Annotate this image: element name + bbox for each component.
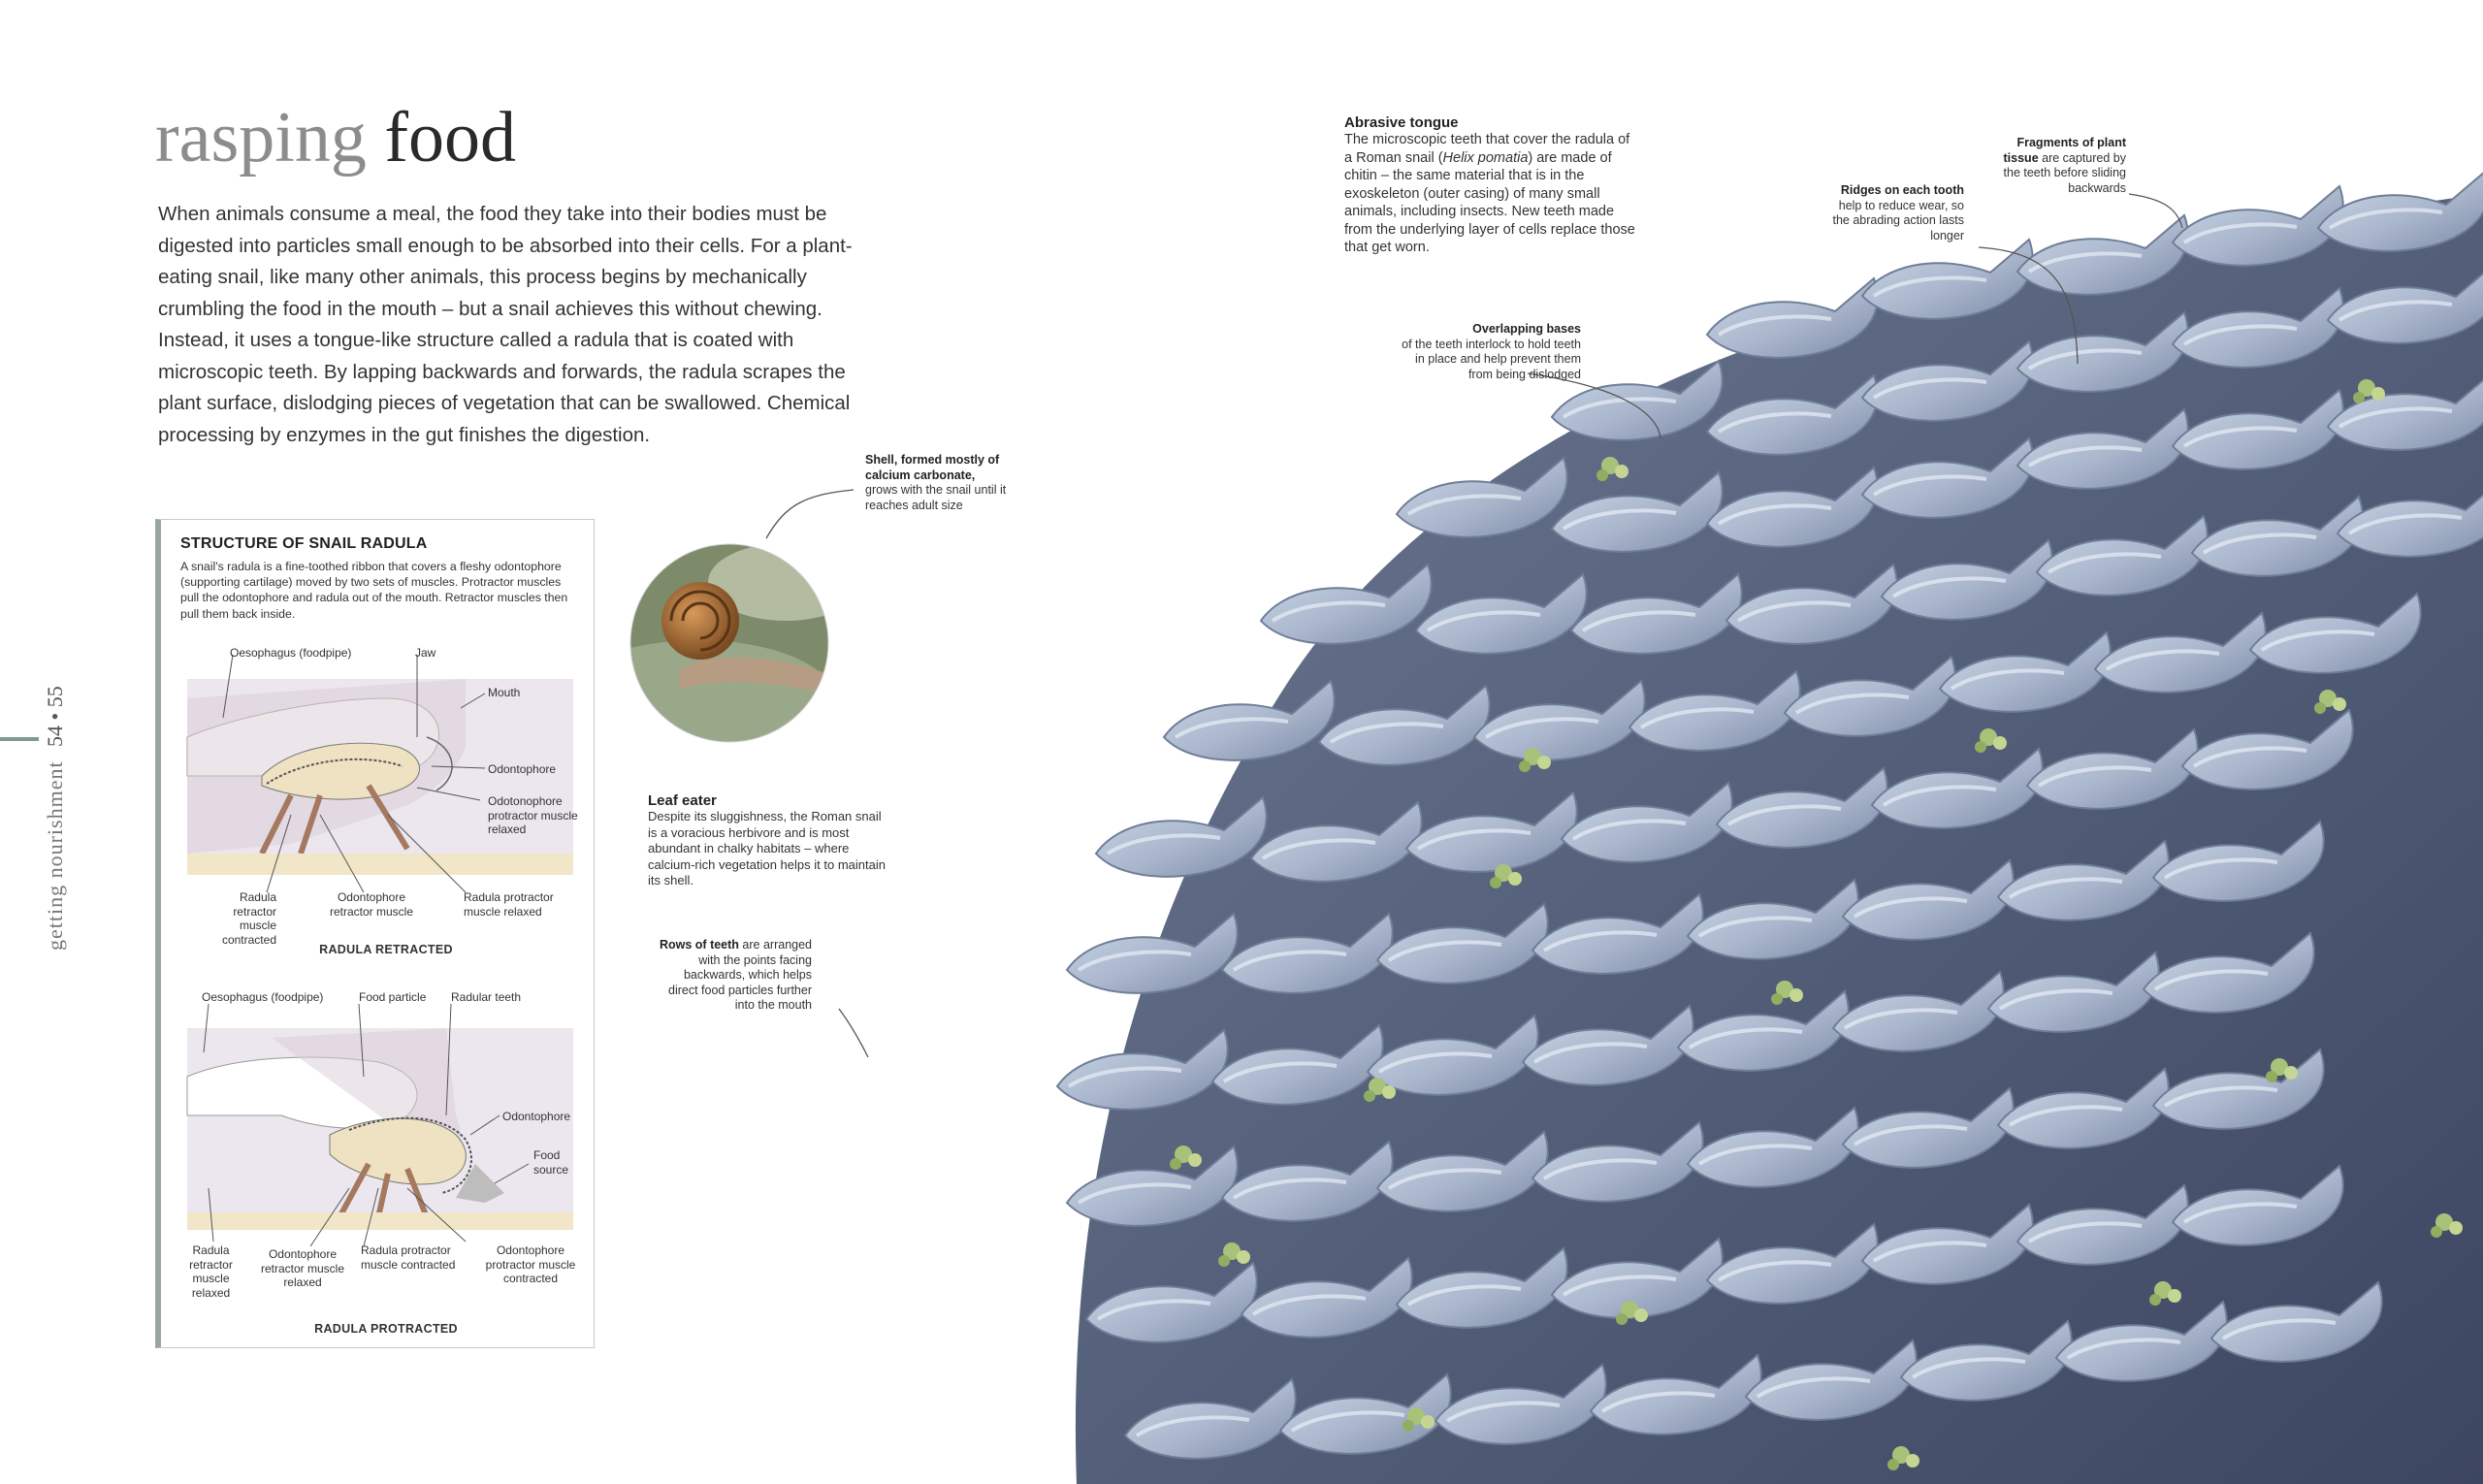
d1-radula-retractor-label: Radula retractor muscle contracted bbox=[221, 890, 276, 947]
d2-oesophagus-label: Oesophagus (foodpipe) bbox=[202, 990, 324, 1004]
d1-oesophagus-label: Oesophagus (foodpipe) bbox=[230, 646, 352, 660]
annotation-fragments-bold: Fragments of plant tissue bbox=[2003, 136, 2126, 165]
annotation-leaf-eater bbox=[648, 792, 890, 889]
annotation-abrasive-tongue bbox=[1344, 114, 1635, 257]
annotation-abrasive-body bbox=[1344, 131, 1635, 257]
d2-odontophore-retractor-label: Odontophore retractor muscle relaxed bbox=[260, 1247, 345, 1289]
d2-odontophore-label: Odontophore bbox=[502, 1110, 571, 1123]
page-numbers: 54 • 55 bbox=[43, 686, 67, 747]
title-word-light: rasping bbox=[155, 98, 367, 177]
annotation-shell bbox=[865, 453, 1011, 513]
annotation-overlap-text: of the teeth interlock to hold teeth in place and help prevent them from being dislodged bbox=[1402, 337, 1581, 381]
d2-radular-teeth-label: Radular teeth bbox=[451, 990, 522, 1004]
d2-caption: RADULA PROTRACTED bbox=[314, 1322, 458, 1336]
annotation-leaf-eater-head: Leaf eater bbox=[648, 792, 717, 809]
panel-description: A snail's radula is a fine-toothed ribbon that covers a fleshy odontophore (supporting cartilage) moved by two sets of muscles. Protractor muscles pull the odontophore and radula out of the mouth. Retractor muscles then pull them back inside. bbox=[180, 560, 568, 621]
title-word-dark: food bbox=[384, 98, 517, 177]
annotation-abrasive-head: Abrasive tongue bbox=[1344, 114, 1459, 131]
d2-odontophore-protractor-label: Odontophore protractor muscle contracted bbox=[485, 1243, 576, 1285]
annotation-abrasive-italic: Helix pomatia bbox=[1442, 149, 1529, 166]
annotation-rows bbox=[657, 938, 812, 1014]
d1-odontophore-retractor-label: Odontophore retractor muscle bbox=[329, 890, 414, 919]
d1-radula-protractor-label: Radula protractor muscle relaxed bbox=[464, 890, 554, 919]
annotation-overlap-bold: Overlapping bases bbox=[1472, 322, 1581, 336]
panel-title: STRUCTURE OF SNAIL RADULA bbox=[180, 535, 428, 552]
annotation-overlap bbox=[1397, 322, 1581, 382]
annotation-shell-bold: Shell, formed mostly of calcium carbonate, bbox=[865, 453, 1000, 482]
annotation-fragments bbox=[2000, 136, 2126, 196]
d2-food-source-label: Food source bbox=[533, 1148, 569, 1177]
d2-food-particle-label: Food particle bbox=[359, 990, 427, 1004]
annotation-rows-bold: Rows of teeth bbox=[659, 938, 739, 952]
annotation-ridges bbox=[1823, 183, 1964, 243]
d1-jaw-label: Jaw bbox=[415, 646, 436, 660]
annotation-ridges-text: help to reduce wear, so the abrading action lasts longer bbox=[1832, 198, 1964, 242]
d2-radula-retractor-label: Radula retractor muscle relaxed bbox=[189, 1243, 233, 1300]
annotation-leaf-eater-text: Despite its sluggishness, the Roman snail is a voracious herbivore and is most abundant in chalky habitats – where calcium-rich vegetation helps it to maintain its shell. bbox=[648, 809, 886, 887]
d2-radula-protractor-label: Radula protractor muscle contracted bbox=[361, 1243, 456, 1272]
annotation-shell-text: grows with the snail until it reaches adult size bbox=[865, 483, 1007, 512]
section-name: getting nourishment bbox=[43, 760, 67, 951]
annotation-ridges-bold: Ridges on each tooth bbox=[1840, 183, 1964, 197]
d1-protractor-label: Odotonophore protractor muscle relaxed bbox=[488, 794, 578, 836]
annotation-rows-text: are arranged with the points facing backwards, which helps direct food particles further into the mouth bbox=[668, 938, 812, 1012]
annotation-abrasive-text1: The microscopic teeth that cover the radula of a Roman snail ( bbox=[1344, 132, 1630, 166]
annotation-abrasive-text2: ) are made of chitin – the same material that is in the exoskeleton (outer casing) of many small animals, including insects. New teeth made from the underlying layer of cells replace those that get worn. bbox=[1344, 149, 1635, 255]
d1-caption: RADULA RETRACTED bbox=[319, 943, 453, 956]
intro-paragraph: When animals consume a meal, the food they take into their bodies must be digested into particles small enough to be absorbed into their cells. For a plant-eating snail, like many other animals, this process begins by mechanically crumbling the food in the mouth – but a snail achieves this without chewing. Instead, it uses a tongue-like structure called a radula that is coated with microscopic teeth. By lapping backwards and forwards, the radula scrapes the plant surface, dislodging pieces of vegetation that can be swallowed. Chemical processing by enzymes in the gut finishes the digestion. bbox=[158, 203, 853, 446]
d1-mouth-label: Mouth bbox=[488, 686, 521, 699]
d1-odontophore-label: Odontophore bbox=[488, 762, 557, 776]
annotation-fragments-text: are captured by the teeth before sliding backwards bbox=[2003, 150, 2126, 195]
